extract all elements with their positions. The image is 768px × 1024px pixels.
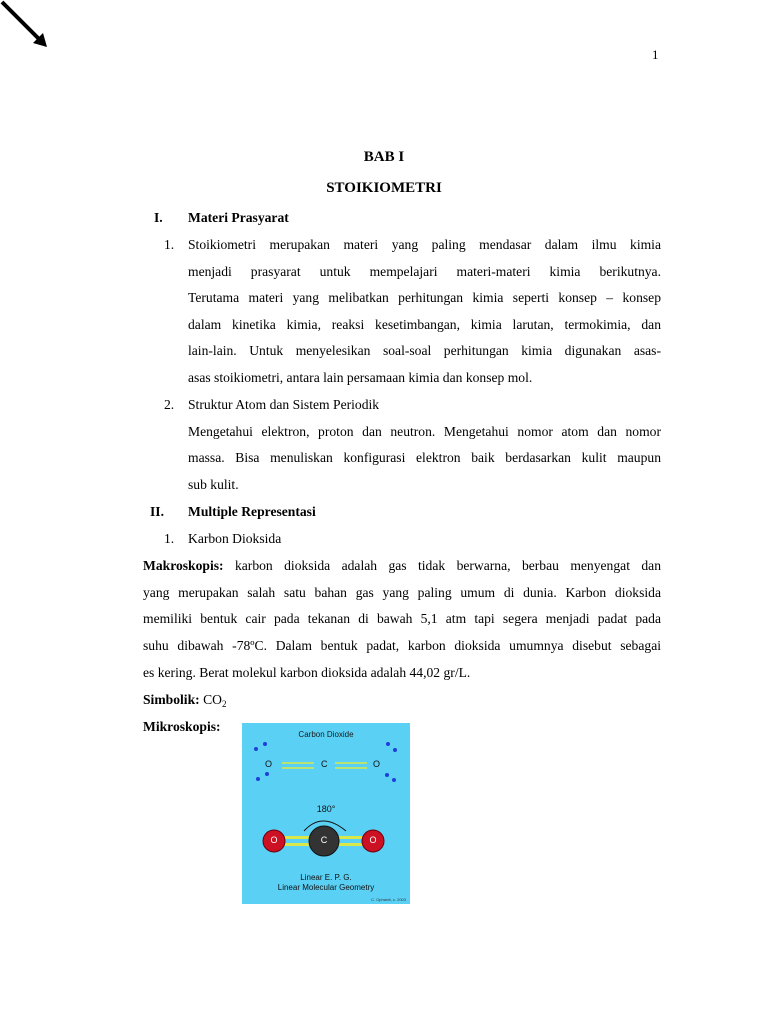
paragraph-line: massa. Bisa menuliskan konfigurasi elektron baik berdasarkan kulit maupun <box>188 450 661 465</box>
paragraph-line: memiliki bentuk cair pada tekanan di bawah 5,1 atm tapi segera menjadi padat pada <box>143 611 661 626</box>
ball-label-o-left: O <box>270 835 278 845</box>
atom-label-o-left: O <box>265 759 273 769</box>
makro-text: karbon dioksida adalah gas tidak berwarna, berbau menyengat dan <box>223 558 661 573</box>
paragraph-line: yang merupakan salah satu bahan gas yang paling umum di dunia. Karbon dioksida <box>143 585 661 600</box>
paragraph-line: Stoikiometri merupakan materi yang paling mendasar dalam ilmu kimia <box>188 237 661 252</box>
section-numeral: I. <box>154 210 163 225</box>
list-number: 1. <box>164 237 175 252</box>
figure-caption-1: Linear E. P. G. <box>300 873 352 882</box>
simbolik-line <box>143 687 226 718</box>
page-number: 1 <box>652 47 659 62</box>
list-number: 1. <box>164 531 175 546</box>
atom-label-o-right: O <box>373 759 381 769</box>
paragraph-line: sub kulit. <box>188 477 239 492</box>
formula-subscript: 2 <box>221 699 227 709</box>
section-numeral: II. <box>150 504 164 519</box>
makro-label: Makroskopis: <box>143 558 224 573</box>
paragraph-line: dalam kinetika kimia, reaksi kesetimbangan, kimia larutan, termokimia, dan <box>188 317 661 332</box>
paragraph-line: menjadi prasyarat untuk mempelajari materi-materi kimia berikutnya. <box>188 264 661 279</box>
paragraph-line: suhu dibawah -78ºC. Dalam bentuk padat, karbon dioksida umumnya disebut sebagai <box>143 638 661 653</box>
chapter-title: STOIKIOMETRI <box>326 180 442 196</box>
chapter-label: BAB I <box>363 149 405 165</box>
mikro-label: Mikroskopis: <box>143 719 221 734</box>
co2-molecule-figure <box>242 723 410 904</box>
simbolik-label: Simbolik: <box>143 692 200 707</box>
paragraph-line: Terutama materi yang melibatkan perhitungan kimia seperti konsep – konsep <box>188 290 661 305</box>
list-number: 2. <box>164 397 175 412</box>
ball-label-o-right: O <box>369 835 377 845</box>
figure-title: Carbon Dioxide <box>298 730 354 739</box>
figure-caption-2: Linear Molecular Geometry <box>277 883 375 892</box>
section-heading: Multiple Representasi <box>188 504 316 519</box>
bond-angle-label: 180° <box>316 804 336 814</box>
section-heading: Materi Prasyarat <box>188 210 289 225</box>
paragraph-line: es kering. Berat molekul karbon dioksida adalah 44,02 gr/L. <box>143 665 471 680</box>
atom-label-c: C <box>321 759 328 769</box>
ball-label-c: C <box>320 835 328 845</box>
corner-arrow-icon <box>0 0 60 60</box>
list-item-title: Karbon Dioksida <box>188 531 282 546</box>
list-item-title: Struktur Atom dan Sistem Periodik <box>188 397 380 412</box>
formula: CO <box>203 692 222 707</box>
paragraph-line: asas stoikiometri, antara lain persamaan kimia dan konsep mol. <box>188 370 533 385</box>
figure-credit: C. Ophardt, c. 2003 <box>371 897 406 902</box>
paragraph-line: Mengetahui elektron, proton dan neutron. Mengetahui nomor atom dan nomor <box>188 424 661 439</box>
makro-first-line <box>143 553 661 580</box>
paragraph-line: lain-lain. Untuk menyelesikan soal-soal perhitungan kimia digunakan asas- <box>188 343 661 358</box>
